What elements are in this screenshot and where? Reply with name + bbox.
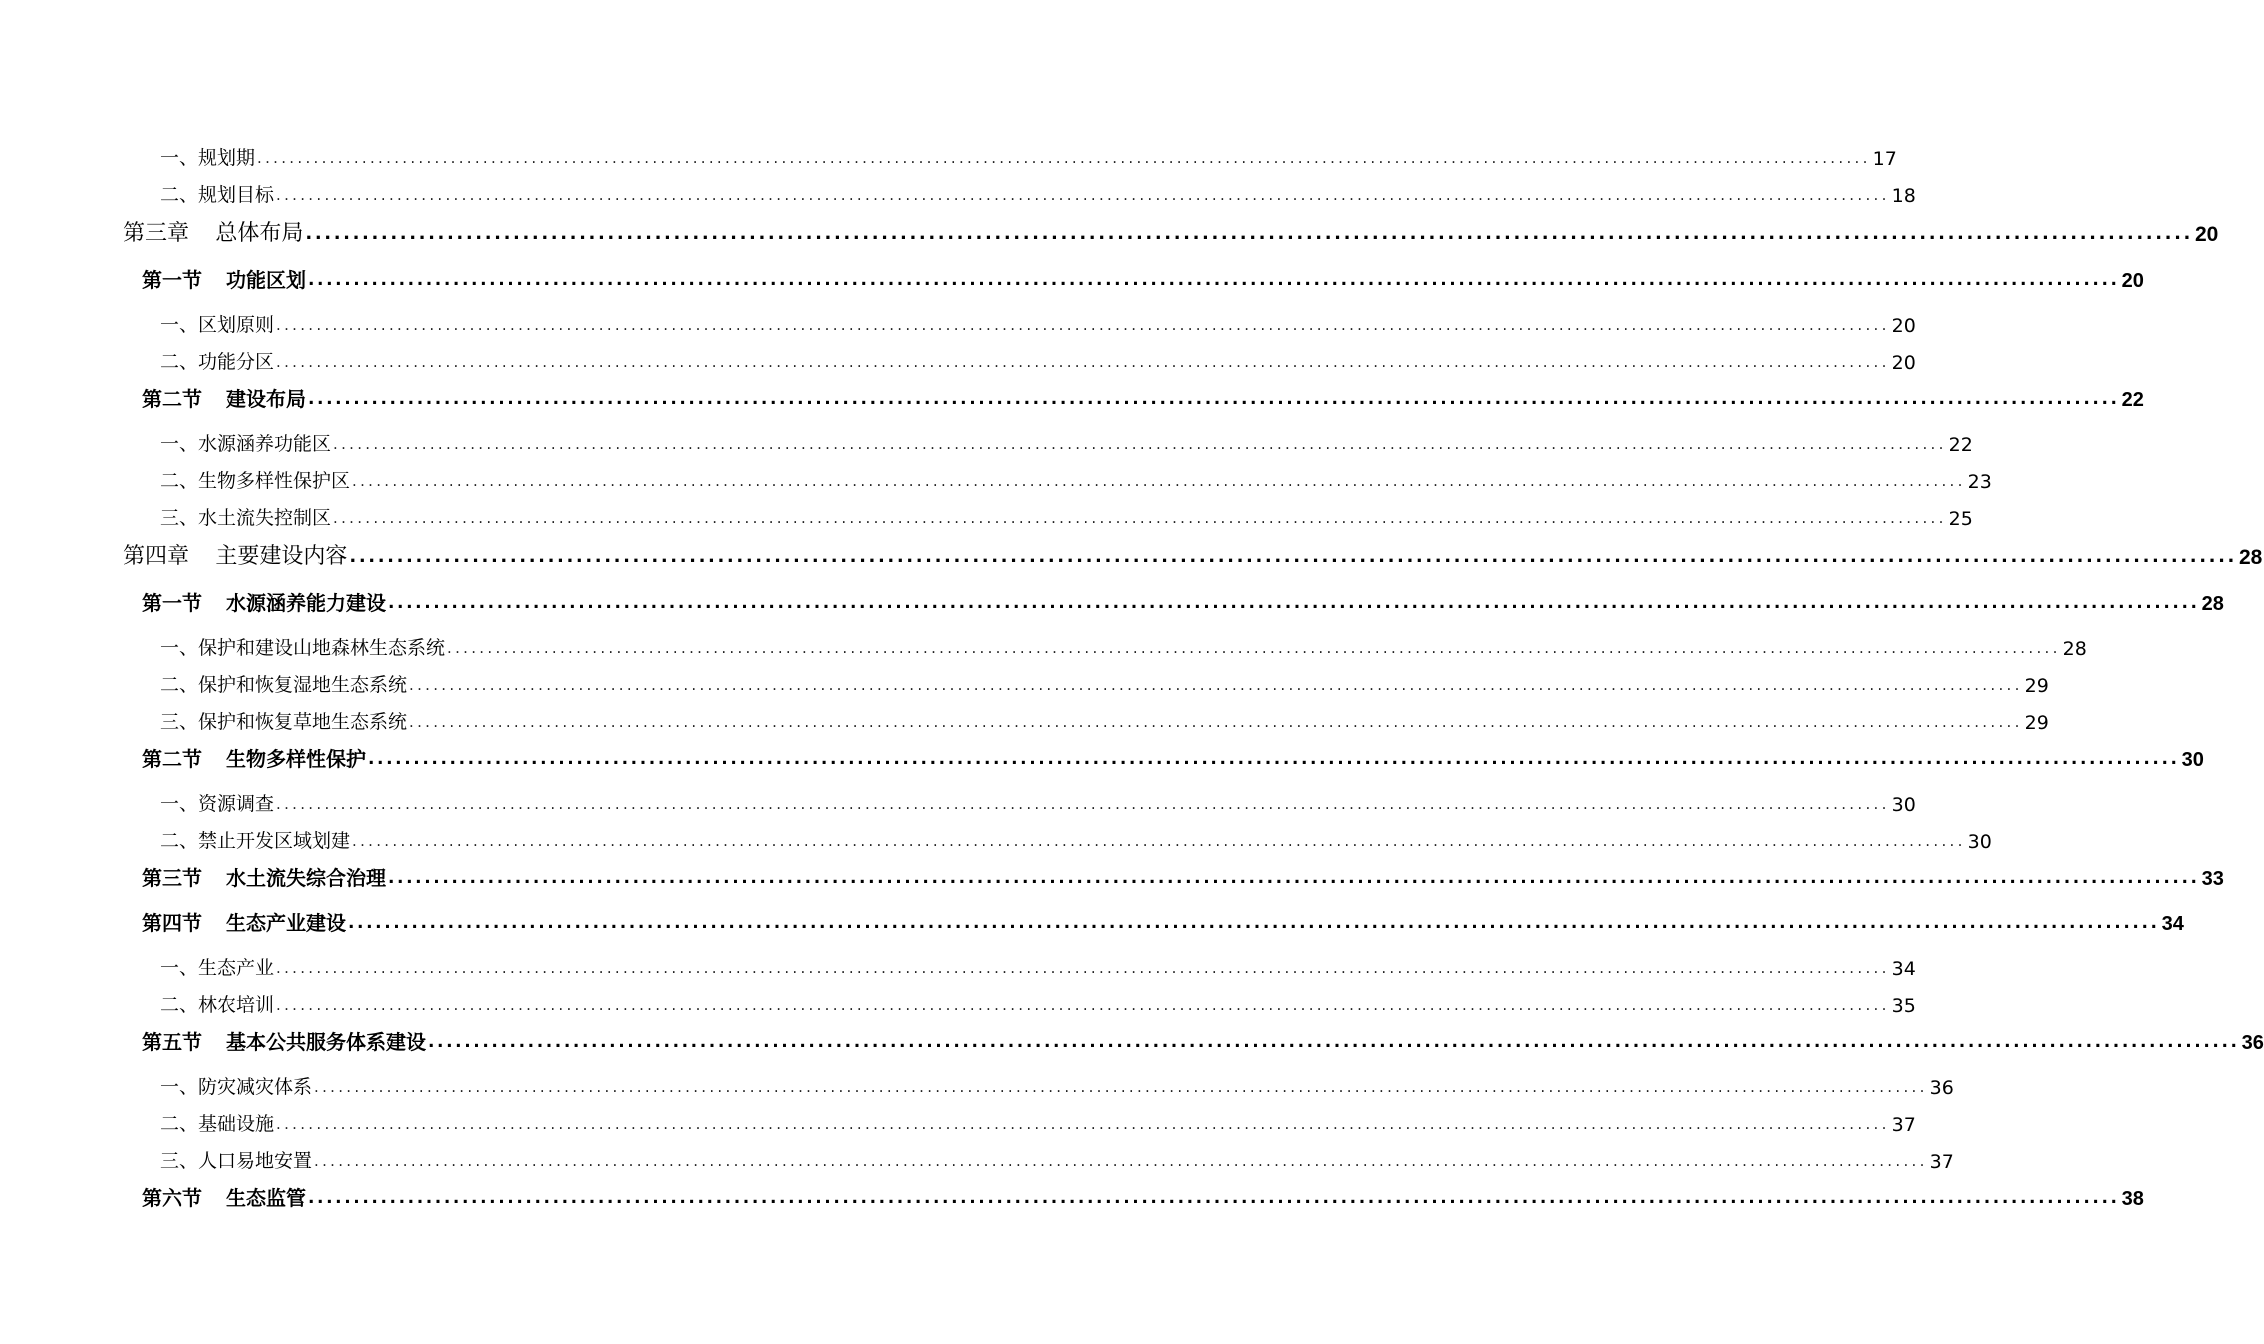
toc-entry-label: 一、规划期 xyxy=(160,147,256,169)
dot-leader: ........................................................................................................................................................................................................ xyxy=(308,1188,2120,1208)
toc-entry-label: 第二节 建设布局 xyxy=(142,387,306,411)
toc-entry[interactable] xyxy=(160,826,1992,853)
toc-entry-label: 二、基础设施 xyxy=(160,1113,275,1135)
dot-leader: ........................................................................................................................................................................................................ xyxy=(409,676,2023,694)
toc-page-number: 18 xyxy=(1891,185,1916,207)
toc-entry-label: 二、保护和恢复湿地生态系统 xyxy=(160,674,408,696)
toc-entry[interactable] xyxy=(160,180,1916,207)
toc-section[interactable] xyxy=(142,383,2144,412)
toc-page-number: 36 xyxy=(1929,1077,1954,1099)
toc-page-number: 29 xyxy=(2024,675,2049,697)
dot-leader: ........................................................................................................................................................................................................ xyxy=(276,996,1890,1014)
toc-entry[interactable] xyxy=(160,633,2087,660)
toc-entry-label: 三、水土流失控制区 xyxy=(160,507,332,529)
toc-entry-label: 二、禁止开发区域划建 xyxy=(160,830,351,852)
toc-page-number: 30 xyxy=(1891,794,1916,816)
dot-leader: ........................................................................................................................................................................................................ xyxy=(276,186,1890,204)
dot-leader: ........................................................................................................................................................................................................ xyxy=(276,795,1890,813)
toc-entry-label: 二、生物多样性保护区 xyxy=(160,470,351,492)
toc-entry-label: 一、资源调查 xyxy=(160,793,275,815)
toc-entry-label: 第三节 水土流失综合治理 xyxy=(142,866,386,890)
toc-entry-label: 一、生态产业 xyxy=(160,957,275,979)
dot-leader: ........................................................................................................................................................................................................ xyxy=(276,959,1890,977)
toc-page-number: 28 xyxy=(2062,638,2087,660)
toc-entry-label: 第一节 功能区划 xyxy=(142,268,306,292)
toc-entry[interactable] xyxy=(160,1146,1954,1173)
dot-leader: ........................................................................................................................................................................................................ xyxy=(308,389,2120,409)
dot-leader: ........................................................................................................................................................................................................ xyxy=(409,713,2023,731)
toc-section[interactable] xyxy=(142,1026,2264,1055)
toc-page-number: 20 xyxy=(1891,315,1916,337)
dot-leader: ........................................................................................................................................................................................................ xyxy=(276,316,1890,334)
toc-entry-label: 一、水源涵养功能区 xyxy=(160,433,332,455)
dot-leader: ........................................................................................................................................................................................................ xyxy=(368,749,2180,769)
toc-entry-label: 二、功能分区 xyxy=(160,351,275,373)
toc-section[interactable] xyxy=(142,862,2224,891)
toc-page-number: 33 xyxy=(2201,868,2224,890)
toc-entry[interactable] xyxy=(160,347,1916,374)
toc-entry[interactable] xyxy=(160,789,1916,816)
dot-leader: ........................................................................................................................................................................................................ xyxy=(349,546,2237,567)
toc-page-number: 22 xyxy=(2121,389,2144,411)
toc-page-number: 37 xyxy=(1891,1114,1916,1136)
toc-entry-label: 一、防灾减灾体系 xyxy=(160,1076,313,1098)
dot-leader: ........................................................................................................................................................................................................ xyxy=(388,868,2200,888)
toc-entry-label: 第二节 生物多样性保护 xyxy=(142,747,366,771)
toc-entry-label: 三、人口易地安置 xyxy=(160,1150,313,1172)
dot-leader: ........................................................................................................................................................................................................ xyxy=(276,353,1890,371)
toc-page-number: 28 xyxy=(2201,593,2224,615)
toc-entry-label: 第四章 主要建设内容 xyxy=(123,544,348,569)
dot-leader: ........................................................................................................................................................................................................ xyxy=(352,832,1966,850)
dot-leader: ........................................................................................................................................................................................................ xyxy=(348,913,2160,933)
toc-entry[interactable] xyxy=(160,503,1973,530)
toc-entry-label: 第三章 总体布局 xyxy=(123,221,304,246)
toc-page-number: 37 xyxy=(1929,1151,1954,1173)
toc-entry-label: 三、保护和恢复草地生态系统 xyxy=(160,711,408,733)
dot-leader: ........................................................................................................................................................................................................ xyxy=(257,149,1871,167)
toc-page-number: 22 xyxy=(1948,434,1973,456)
toc-page-number: 38 xyxy=(2121,1188,2144,1210)
toc-section[interactable] xyxy=(142,1182,2144,1211)
toc-page-number: 25 xyxy=(1948,508,1973,530)
dot-leader: ........................................................................................................................................................................................................ xyxy=(428,1032,2240,1052)
toc-page-number: 23 xyxy=(1967,471,1992,493)
toc-entry-label: 第一节 水源涵养能力建设 xyxy=(142,591,386,615)
toc-entry[interactable] xyxy=(160,670,2049,697)
toc-section[interactable] xyxy=(142,587,2224,616)
dot-leader: ........................................................................................................................................................................................................ xyxy=(308,270,2120,290)
toc-page-number: 34 xyxy=(2161,913,2184,935)
toc-entry[interactable] xyxy=(160,310,1916,337)
toc-entry-label: 第四节 生态产业建设 xyxy=(142,911,346,935)
toc-page-number: 17 xyxy=(1872,148,1897,170)
toc-chapter[interactable] xyxy=(123,216,2219,247)
dot-leader: ........................................................................................................................................................................................................ xyxy=(276,1115,1890,1133)
dot-leader: ........................................................................................................................................................................................................ xyxy=(333,435,1947,453)
toc-page-number: 20 xyxy=(2121,270,2144,292)
toc-entry[interactable] xyxy=(160,707,2049,734)
toc-entry-label: 第六节 生态监管 xyxy=(142,1186,306,1210)
toc-section[interactable] xyxy=(142,264,2144,293)
dot-leader: ........................................................................................................................................................................................................ xyxy=(314,1078,1928,1096)
toc-entry-label: 二、林农培训 xyxy=(160,994,275,1016)
toc-entry[interactable] xyxy=(160,1109,1916,1136)
toc-page-number: 35 xyxy=(1891,995,1916,1017)
toc-page-number: 30 xyxy=(1967,831,1992,853)
toc-entry[interactable] xyxy=(160,953,1916,980)
toc-entry[interactable] xyxy=(160,466,1992,493)
toc-page-number: 34 xyxy=(1891,958,1916,980)
toc-entry[interactable] xyxy=(160,429,1973,456)
toc-page-number: 29 xyxy=(2024,712,2049,734)
toc-section[interactable] xyxy=(142,743,2204,772)
toc-entry-label: 二、规划目标 xyxy=(160,184,275,206)
toc-chapter[interactable] xyxy=(123,539,2263,570)
toc-entry[interactable] xyxy=(160,990,1916,1017)
toc-page-number: 36 xyxy=(2241,1032,2264,1054)
toc-page-number: 20 xyxy=(2195,223,2219,246)
toc-page-number: 28 xyxy=(2239,546,2263,569)
dot-leader: ........................................................................................................................................................................................................ xyxy=(388,593,2200,613)
toc-entry-label: 第五节 基本公共服务体系建设 xyxy=(142,1030,426,1054)
toc-section[interactable] xyxy=(142,907,2184,936)
toc-entry-label: 一、保护和建设山地森林生态系统 xyxy=(160,637,446,659)
dot-leader: ........................................................................................................................................................................................................ xyxy=(352,472,1966,490)
toc-entry[interactable] xyxy=(160,143,1897,170)
toc-page-number: 30 xyxy=(2181,749,2204,771)
dot-leader: ........................................................................................................................................................................................................ xyxy=(333,509,1947,527)
toc-entry[interactable] xyxy=(160,1072,1954,1099)
toc-page-number: 20 xyxy=(1891,352,1916,374)
dot-leader: ........................................................................................................................................................................................................ xyxy=(314,1152,1928,1170)
toc-entry-label: 一、区划原则 xyxy=(160,314,275,336)
dot-leader: ........................................................................................................................................................................................................ xyxy=(447,639,2061,657)
dot-leader: ........................................................................................................................................................................................................ xyxy=(305,223,2193,244)
